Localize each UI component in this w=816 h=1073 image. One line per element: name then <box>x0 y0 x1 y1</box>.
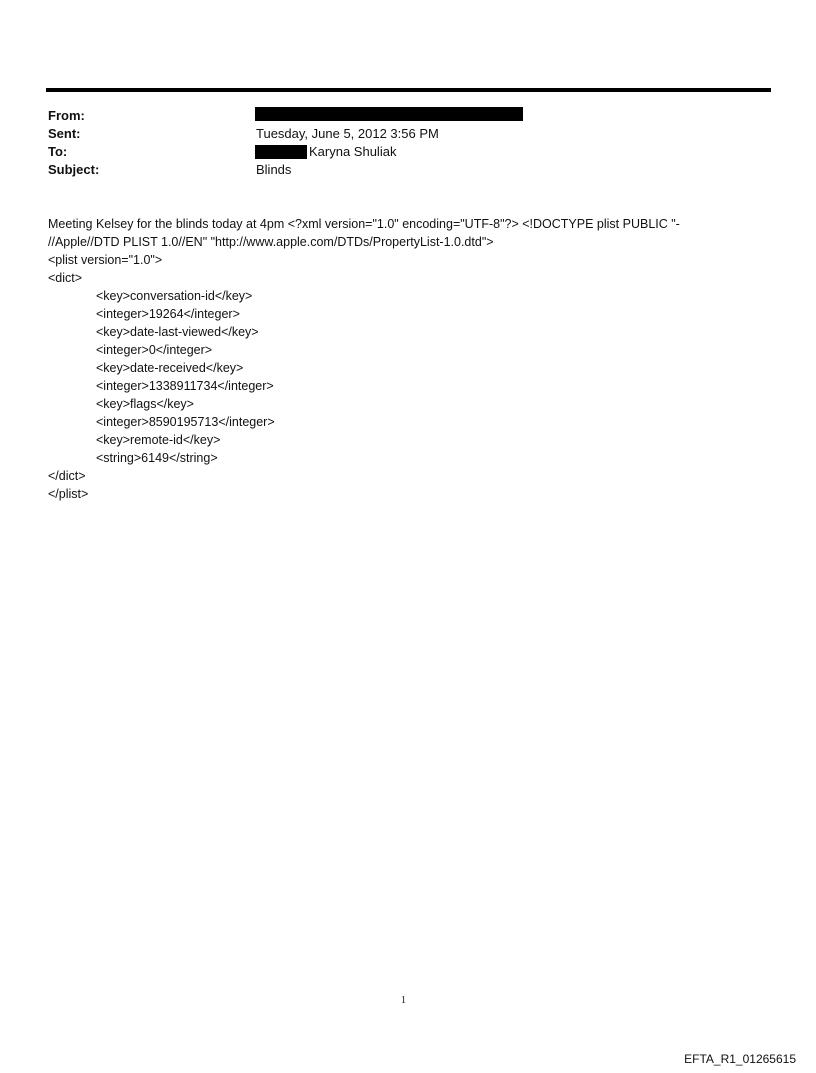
body-line: <integer>0</integer> <box>96 343 213 357</box>
body-line: <plist version="1.0"> <box>48 253 163 267</box>
body-line: <key>date-last-viewed</key> <box>96 325 259 339</box>
page-number: 1 <box>401 995 406 1006</box>
redaction-bar-from <box>255 107 523 121</box>
body-line: <key>date-received</key> <box>96 361 244 375</box>
body-line: </dict> <box>48 469 86 483</box>
body-line: <string>6149</string> <box>96 451 218 465</box>
body-line: <key>remote-id</key> <box>96 433 221 447</box>
to-value: Karyna Shuliak <box>309 144 397 159</box>
body-line: //Apple//DTD PLIST 1.0//EN" "http://www.apple.com/DTDs/PropertyList-1.0.dtd"> <box>48 235 494 249</box>
body-line: Meeting Kelsey for the blinds today at 4pm <?xml version="1.0" encoding="UTF-8"?> <!DOCTYPE plist PUBLIC "- <box>48 217 680 231</box>
sent-label: Sent: <box>48 126 81 141</box>
body-line: <integer>1338911734</integer> <box>96 379 274 393</box>
subject-value: Blinds <box>256 162 292 177</box>
body-line: <key>flags</key> <box>96 397 194 411</box>
header-rule <box>46 88 771 92</box>
redaction-bar-to <box>255 145 307 159</box>
body-line: <integer>8590195713</integer> <box>96 415 275 429</box>
subject-label: Subject: <box>48 162 100 177</box>
sent-value: Tuesday, June 5, 2012 3:56 PM <box>256 126 439 141</box>
bates-number: EFTA_R1_01265615 <box>684 1052 796 1066</box>
body-line: <key>conversation-id</key> <box>96 289 253 303</box>
email-body <box>48 215 738 503</box>
from-label: From: <box>48 108 85 123</box>
body-line: </plist> <box>48 487 89 501</box>
to-label: To: <box>48 144 68 159</box>
body-line: <dict> <box>48 271 83 285</box>
body-line: <integer>19264</integer> <box>96 307 240 321</box>
